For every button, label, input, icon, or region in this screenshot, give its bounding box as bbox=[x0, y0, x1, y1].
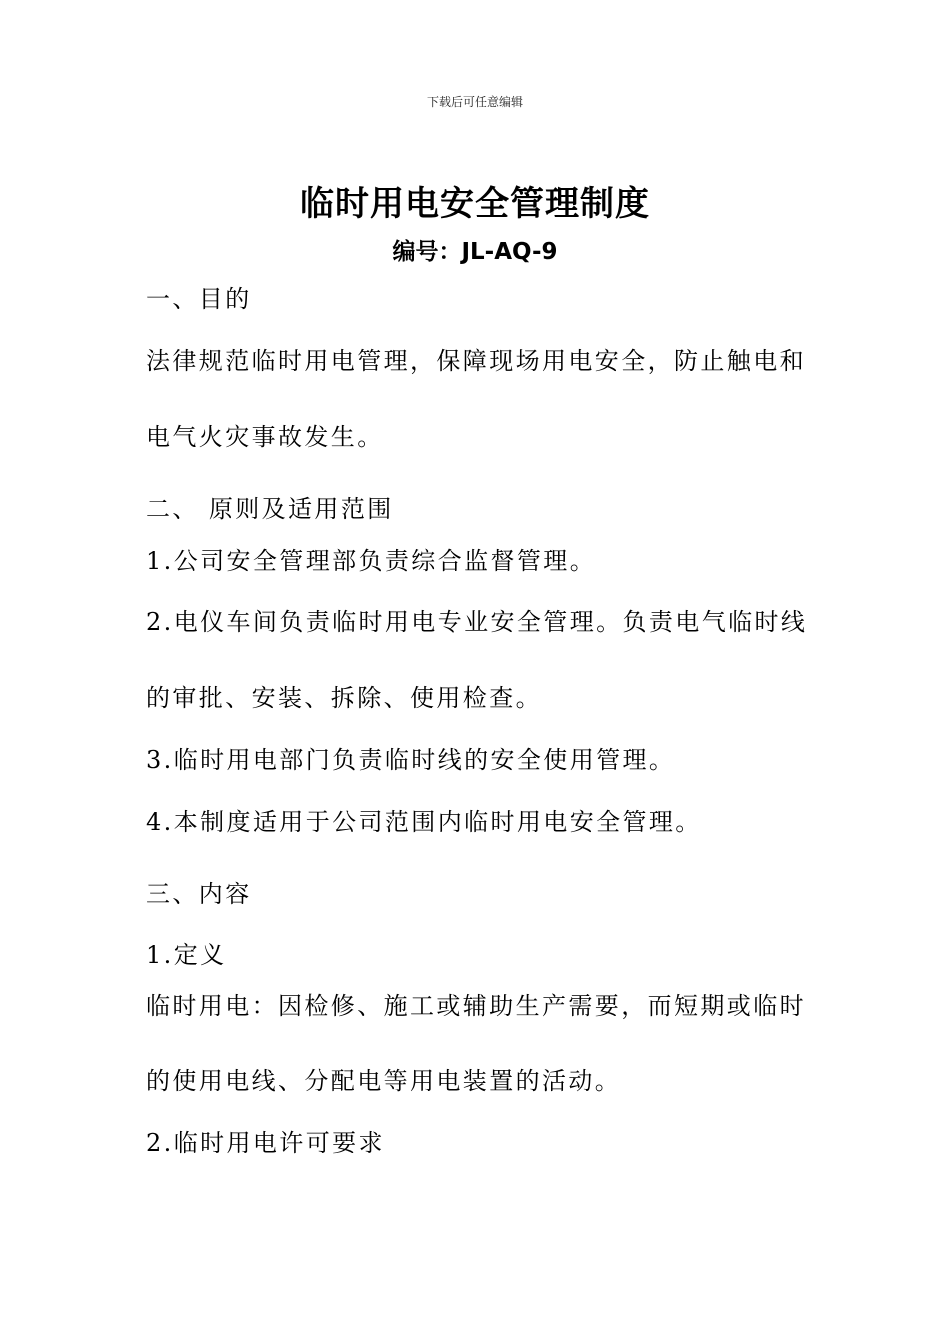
list-item: 3.临时用电部门负责临时线的安全使用管理。 bbox=[146, 746, 676, 774]
list-item: 4.本制度适用于公司范围内临时用电安全管理。 bbox=[146, 808, 702, 836]
section-heading-purpose: 一、目的 bbox=[146, 285, 252, 313]
paragraph-line: 的审批、安装、拆除、使用检查。 bbox=[146, 684, 542, 712]
document-title: 临时用电安全管理制度 bbox=[300, 184, 650, 224]
paragraph-line: 电气火灾事故发生。 bbox=[146, 423, 384, 451]
sub-heading-definition: 1.定义 bbox=[146, 941, 227, 969]
paragraph-line: 临时用电：因检修、施工或辅助生产需要，而短期或临时 bbox=[146, 992, 806, 1020]
section-heading-scope: 二、 原则及适用范围 bbox=[146, 495, 394, 523]
document-code: 编号：JL-AQ-9 bbox=[392, 239, 558, 265]
header-note: 下载后可任意编辑 bbox=[426, 95, 523, 109]
section-heading-content: 三、内容 bbox=[146, 880, 252, 908]
paragraph-line: 法律规范临时用电管理，保障现场用电安全，防止触电和 bbox=[146, 347, 806, 375]
list-item: 1.公司安全管理部负责综合监督管理。 bbox=[146, 547, 597, 575]
list-item: 2.电仪车间负责临时用电专业安全管理。负责电气临时线 bbox=[146, 608, 808, 636]
sub-heading-permit: 2.临时用电许可要求 bbox=[146, 1129, 385, 1157]
paragraph-line: 的使用电线、分配电等用电装置的活动。 bbox=[146, 1067, 622, 1095]
